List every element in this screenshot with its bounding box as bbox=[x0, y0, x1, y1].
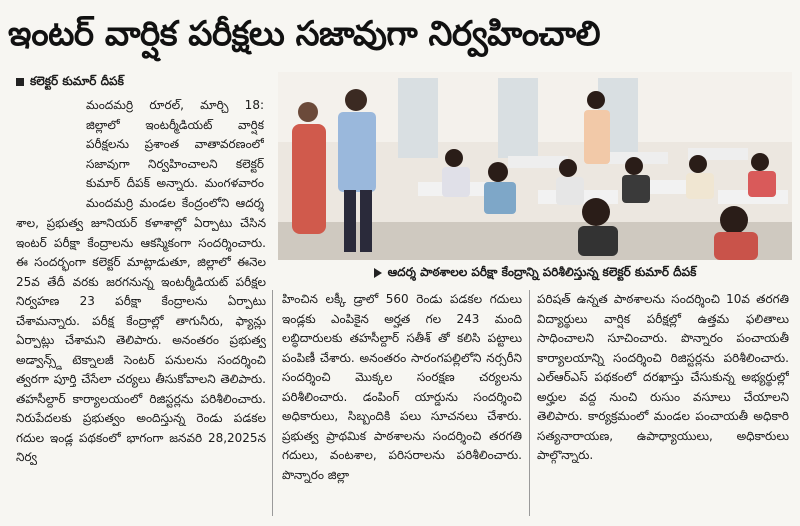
news-photo bbox=[278, 72, 792, 260]
byline-bullet-icon bbox=[16, 78, 24, 86]
byline-text: కలెక్టర్ కుమార్ దీపక్ bbox=[30, 74, 124, 88]
article-column-1-top: మందమర్రి రూరల్, మార్చి 18: జిల్లాలో ఇంటర్మీడియట్ వార్షిక పరీక్షలను ప్రశాంత వాతావరణంలో సజావుగా నిర్వహించాలని కలెక్టర్ కుమార్ దీపక్ అన్నారు. మంగళవారం మందమర్రి మండల కేంద్రంలోని ఆదర్శ bbox=[86, 98, 264, 210]
column-divider bbox=[272, 290, 273, 516]
photo-caption-text: ఆదర్శ పాఠశాలల పరీక్షా కేంద్రాన్ని పరిశీలిస్తున్న కలెక్టర్ కుమార్ దీపక్ bbox=[387, 265, 697, 279]
classroom-exam-photo bbox=[278, 72, 792, 260]
article-column-3: పరిషత్ ఉన్నత పాఠశాలను సందర్శించి 10వ తరగతి విద్యార్థులు వార్షిక పరీక్షల్లో ఉత్తమ ఫలితాలు సాధించాలని సూచించారు. పొన్నారం పంచాయతీ కార్యాలయాన్ని సందర్శించి రిజిస్టర్లను పరిశీలించారు. ఎల్ఆర్ఎస్ పథకంలో దరఖాస్తు చేసుకున్న అభ్యర్థుల్లో అర్హుల వద్ద నుంచి రుసుం వసూలు చేయాలని తెలిపారు. కార్యక్రమంలో మండల పంచాయతీ అధికారి సత్యనారాయణ, ఉపాధ్యాయులు, అధికారులు పాల్గొన్నారు. bbox=[537, 292, 789, 462]
headline: ఇంటర్ వార్షిక పరీక్షలు సజావుగా నిర్వహించాలి bbox=[8, 14, 601, 54]
article-column-1-bottom: శాల, ప్రభుత్వ జూనియర్ కళాశాల్లో ఏర్పాటు చేసిన ఇంటర్ పరీక్షా కేంద్రాలను ఆకస్మికంగా సందర్శించారు. ఈ సందర్భంగా కలెక్టర్ మాట్లాడుతూ, జిల్లాలో ఈనెల 25వ తేదీ వరకు జరగనున్న ఇంటర్మీడియట్ పరీక్షల నిర్వహణ 23 పరీక్షా కేంద్రాలను ఏర్పాటు చేశామన్నారు. పరీక్ష కేంద్రాల్లో తాగునీరు, ఫ్యాన్లు ఏర్పాట్లు చేశామని తెలిపారు. అనంతరం ప్రభుత్వ అడ్వాన్స్డ్ టెక్నాలజీ సెంటర్ పనులను సందర్శించి త్వరగా పూర్తి చేసేలా చర్యలు తీసుకోవాలని తెలిపారు. తహసీల్దార్ కార్యాలయంలో రిజిస్టర్లను పరిశీలించారు. నిరుపేదలకు ప్రభుత్వం అందిస్తున్న రెండు పడకల గదుల ఇండ్ల పథకంలో భాగంగా జనవరి 28,2025న నిర్వ bbox=[16, 216, 266, 464]
article-column-2: హించిన లక్కీ డ్రాలో 560 రెండు పడకల గదులు ఇండ్లకు ఎంపికైన అర్హత గల 243 మంది లబ్ధిదారులకు తహసీల్దార్ సతీశ్ తో కలిసి పట్టాలు పంపిణీ చేశారు. అనంతరం సారంగపల్లిలోని నర్సరీని సందర్శించి మొక్కల సంరక్షణ చర్యలను పరిశీలించారు. డంపింగ్ యార్డును సందర్శించి అధికారులు, సిబ్బందికి పలు సూచనలు చేశారు. ప్రభుత్వ ప్రాథమిక పాఠశాలను సందర్శించి తరగతి గదులు, వంటశాల, పరిసరాలను పరిశీలించారు. పొన్నారం జిల్లా bbox=[282, 292, 522, 482]
photo-caption bbox=[278, 260, 792, 284]
byline bbox=[16, 72, 266, 90]
column-divider bbox=[529, 290, 530, 516]
caption-arrow-icon bbox=[374, 268, 382, 278]
